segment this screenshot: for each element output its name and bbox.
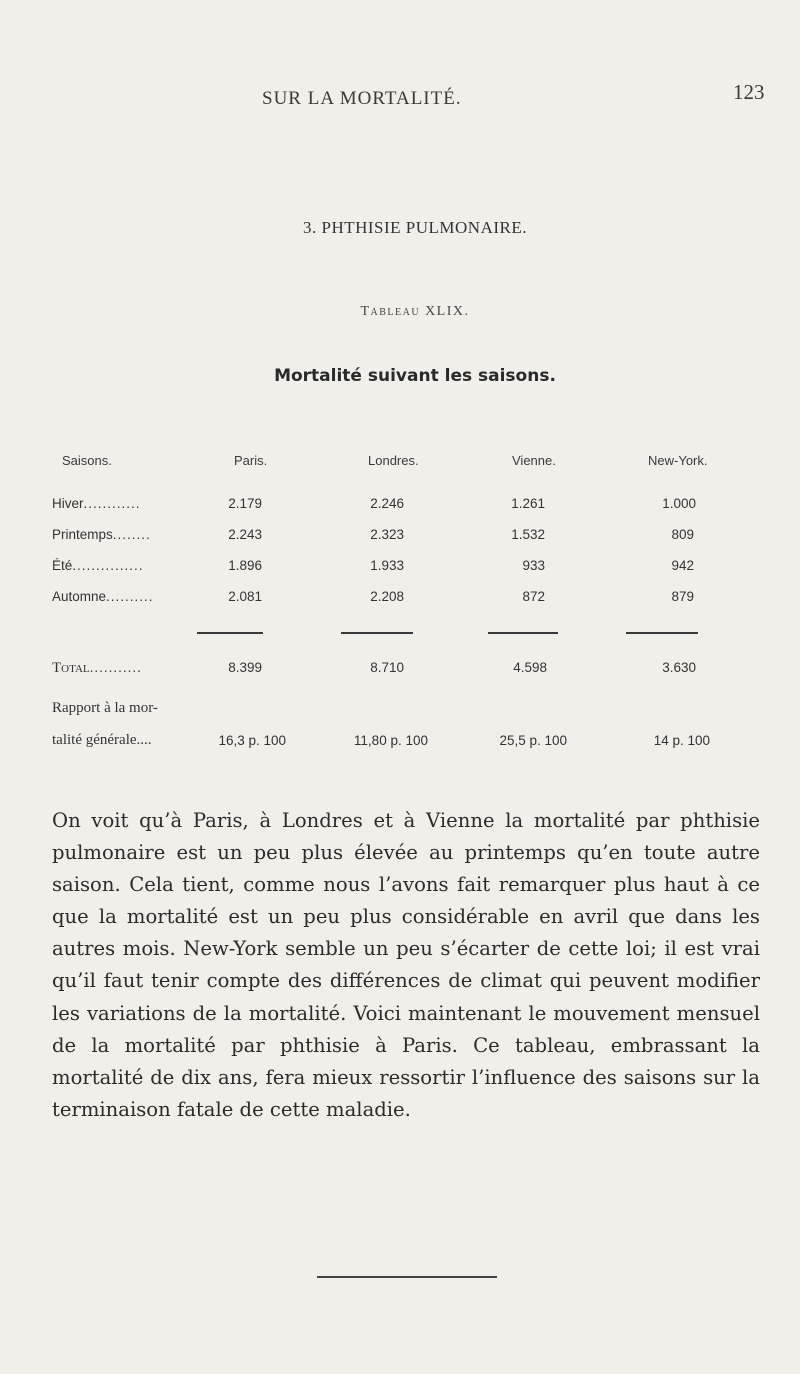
total-vienne: 4.598 xyxy=(513,660,547,675)
leader-dots: ........... xyxy=(89,660,142,675)
cell-londres: 2.323 xyxy=(370,527,404,542)
column-header-new-york: New-York. xyxy=(648,453,708,468)
page-number: 123 xyxy=(733,80,765,104)
end-rule xyxy=(317,1276,497,1278)
cell-vienne: 872 xyxy=(522,589,545,604)
running-head: SUR LA MORTALITÉ. xyxy=(262,88,462,109)
cell-vienne: 1.532 xyxy=(511,527,545,542)
cell-londres: 2.208 xyxy=(370,589,404,604)
total-new-york: 3.630 xyxy=(662,660,696,675)
sum-rule xyxy=(626,632,698,634)
table-caption: Mortalité suivant les saisons. xyxy=(274,366,556,386)
sum-rule xyxy=(488,632,558,634)
ratio-label-line2: talité générale.... xyxy=(52,732,152,748)
ratio-londres: 11,80 p. 100 xyxy=(353,733,428,748)
column-header-londres: Londres. xyxy=(368,453,419,468)
cell-paris: 2.081 xyxy=(228,589,262,604)
section-title: 3. PHTHISIE PULMONAIRE. xyxy=(303,218,527,237)
row-label: Hiver xyxy=(52,496,84,511)
sum-rule xyxy=(197,632,263,634)
row-label: Automne xyxy=(52,589,107,604)
ratio-vienne: 25,5 p. 100 xyxy=(499,733,567,748)
row-label: Printemps xyxy=(52,527,113,542)
cell-vienne: 933 xyxy=(522,558,545,573)
ratio-new-york: 14 p. 100 xyxy=(653,733,710,748)
leader-dots: .......... xyxy=(106,589,154,604)
row-label: Été xyxy=(52,558,73,573)
total-label: Total xyxy=(52,660,90,676)
ratio-label-line1: Rapport à la mor- xyxy=(52,700,158,716)
sum-rule xyxy=(341,632,413,634)
cell-new-york: 942 xyxy=(671,558,694,573)
cell-londres: 1.933 xyxy=(370,558,404,573)
cell-paris: 2.179 xyxy=(228,496,262,511)
column-header-paris: Paris. xyxy=(234,453,268,468)
cell-paris: 1.896 xyxy=(228,558,262,573)
cell-londres: 2.246 xyxy=(370,496,404,511)
leader-dots: ............... xyxy=(72,558,144,573)
column-header-vienne: Vienne. xyxy=(512,453,556,468)
table-label: Tableau XLIX. xyxy=(360,304,470,319)
ratio-paris: 16,3 p. 100 xyxy=(218,733,286,748)
cell-vienne: 1.261 xyxy=(511,496,545,511)
cell-new-york: 1.000 xyxy=(662,496,696,511)
body-paragraph: On voit qu’à Paris, à Londres et à Vienne la mortalité par phthisie pulmonaire est un peu plus élevée au printemps qu’en toute autre saison. Cela tient, comme nous l’avons fait remarquer plus haut à ce que la mortalité est un peu plus considérable en avril que dans les autres mois. New-York semble un peu s’écarter de cette loi; il est vrai qu’il faut tenir compte des différences de climat qui peuvent modifier les variations de la mortalité. Voici maintenant le mouvement mensuel de la mortalité par phthisie à Paris. Ce tableau, embrassant la mortalité de dix ans, fera mieux ressortir l’influence des saisons sur la terminaison fatale de cette maladie. xyxy=(52,809,760,1121)
cell-paris: 2.243 xyxy=(228,527,262,542)
leader-dots: ........ xyxy=(112,527,151,542)
cell-new-york: 879 xyxy=(671,589,694,604)
leader-dots: ............ xyxy=(83,496,141,511)
total-londres: 8.710 xyxy=(370,660,404,675)
total-paris: 8.399 xyxy=(228,660,262,675)
cell-new-york: 809 xyxy=(671,527,694,542)
column-header-saisons: Saisons. xyxy=(62,453,112,468)
